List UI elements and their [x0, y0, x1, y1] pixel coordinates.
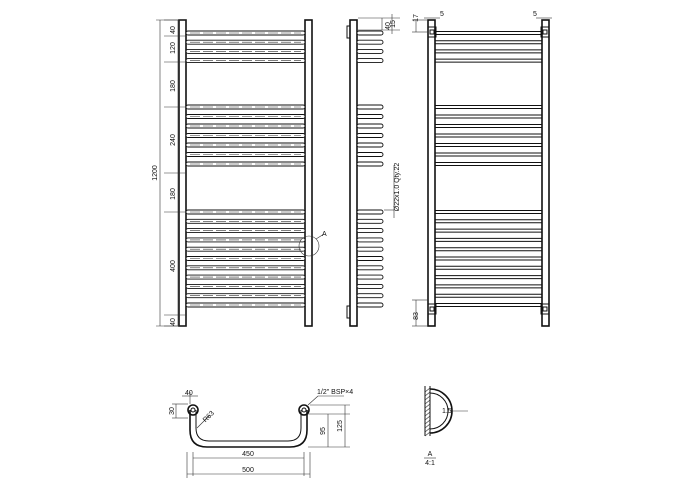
side-bracket-top: [347, 26, 350, 38]
detail-wall: 1.5: [442, 408, 452, 415]
side-bar: [357, 134, 383, 138]
side-rail: [350, 20, 357, 326]
back-offset-bottom: 83: [413, 312, 420, 320]
plan-thread-label: 1/2" BSP×4: [317, 389, 354, 396]
side-bar: [357, 247, 383, 251]
side-bar: [357, 105, 383, 109]
front-dim-ticks: [164, 20, 186, 326]
side-view: [347, 14, 401, 326]
side-bar: [357, 294, 383, 298]
plan-depth-inner: 95: [320, 427, 327, 435]
back-left-rail: [428, 20, 435, 326]
side-bar: [357, 303, 383, 307]
side-dim-40: 40: [385, 22, 392, 30]
side-bar: [357, 284, 383, 288]
detail-hatch-line: [425, 396, 430, 400]
side-bars: [357, 31, 383, 307]
side-dim-15: 15: [390, 20, 397, 28]
side-bar: [357, 115, 383, 119]
side-bar: [357, 40, 383, 44]
detail-hatch-line: [425, 388, 430, 392]
detail-view: [424, 386, 468, 467]
front-dim-0: 40: [170, 26, 177, 34]
plan-view: [169, 389, 353, 478]
side-bar: [357, 124, 383, 128]
detail-hatch-line: [425, 420, 430, 424]
plan-offset-top: 40: [185, 390, 193, 397]
detail-hatch-line: [425, 408, 430, 412]
front-dim-3: 240: [170, 134, 177, 146]
plan-depth-outer: 125: [337, 420, 344, 432]
front-dim-4: 180: [170, 188, 177, 200]
side-bar: [357, 49, 383, 53]
detail-hatch-line: [425, 400, 430, 404]
side-bar: [357, 266, 383, 270]
plan-outer-width: 500: [242, 467, 254, 474]
detail-hatch: [425, 388, 430, 436]
front-dim-1: 120: [170, 42, 177, 54]
back-view: [412, 11, 552, 326]
front-dim-6: 40: [170, 318, 177, 326]
detail-hatch-line: [425, 392, 430, 396]
detail-hatch-line: [425, 404, 430, 408]
front-dim-2: 180: [170, 80, 177, 92]
detail-hatch-line: [425, 428, 430, 432]
side-bar: [357, 238, 383, 242]
side-bar: [357, 59, 383, 63]
side-bar: [357, 31, 383, 35]
side-pipe-label: Ø22x1.0 Qty.22: [394, 162, 401, 212]
side-bar: [357, 275, 383, 279]
plan-inner-width: 450: [242, 451, 254, 458]
side-bar: [357, 219, 383, 223]
detail-scale: 4:1: [425, 460, 435, 467]
detail-hatch-line: [425, 416, 430, 420]
front-total-height: 1200: [152, 165, 159, 181]
plan-radius: R63: [201, 409, 216, 424]
plan-offset-left: 30: [169, 407, 176, 415]
back-offset-top: 17: [413, 14, 420, 22]
back-offset-left: 5: [440, 11, 444, 18]
side-bar: [357, 210, 383, 214]
detail-hatch-line: [425, 432, 430, 436]
back-offset-right: 5: [533, 11, 537, 18]
front-bars: [186, 31, 305, 307]
back-bars: [435, 32, 542, 307]
detail-hatch-line: [425, 412, 430, 416]
detail-a-marker: A: [322, 231, 327, 238]
back-right-rail: [542, 20, 549, 326]
side-bar: [357, 257, 383, 261]
detail-label: A: [427, 451, 433, 458]
detail-hatch-line: [425, 424, 430, 428]
side-bar: [357, 143, 383, 147]
front-right-rail: [305, 20, 312, 326]
front-view: [152, 20, 327, 326]
front-dim-5: 400: [170, 260, 177, 272]
side-bar: [357, 162, 383, 166]
side-bar: [357, 229, 383, 233]
side-bracket-bottom: [347, 306, 350, 318]
side-bar: [357, 153, 383, 157]
